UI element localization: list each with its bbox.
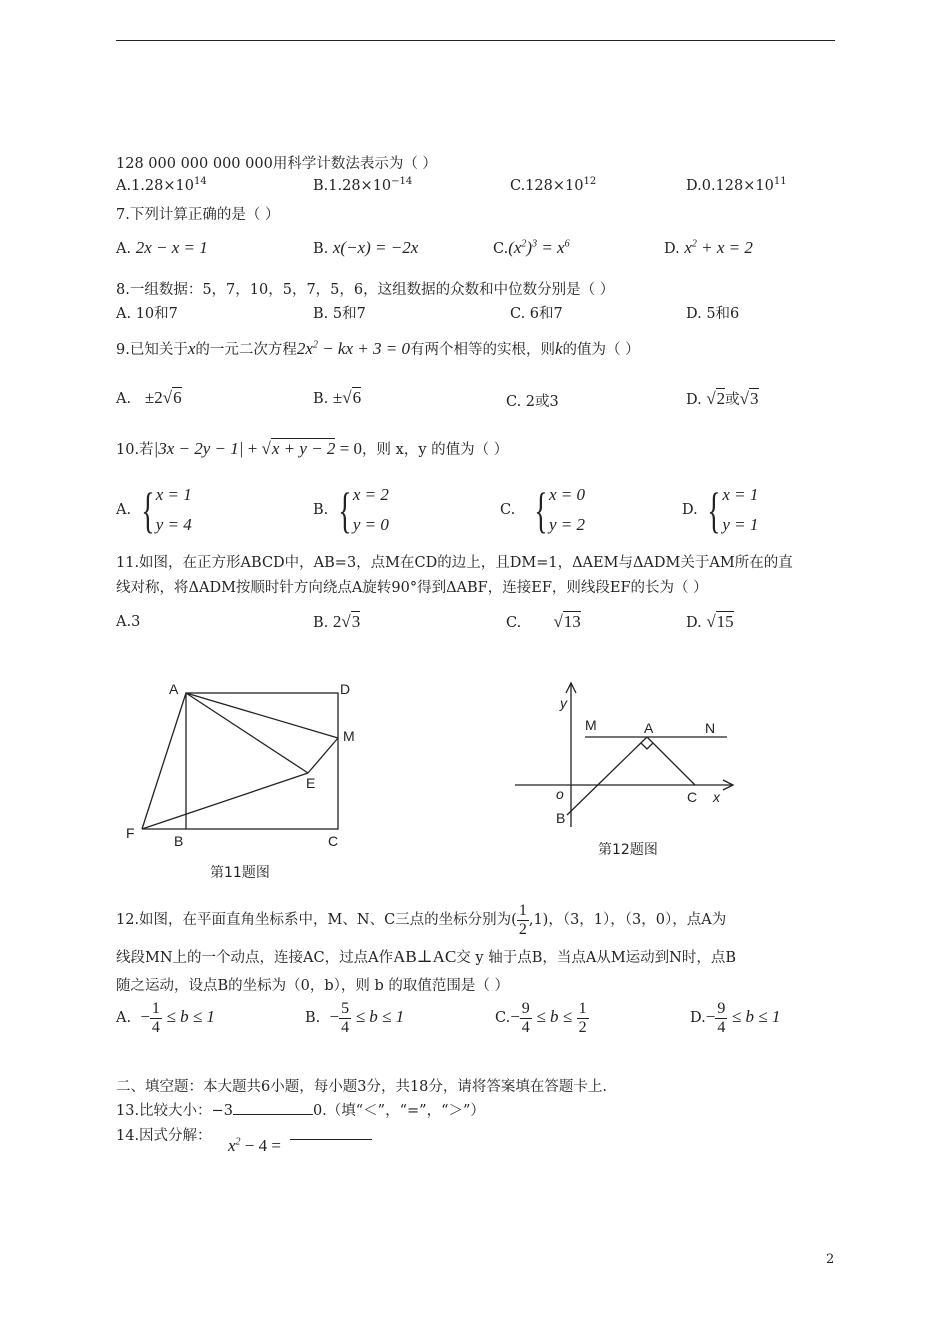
q11-c-label: C. xyxy=(506,615,522,631)
q6-option-c[interactable] xyxy=(510,176,596,194)
q9-a-label: A. xyxy=(116,391,132,407)
q7-option-b[interactable] xyxy=(313,238,418,258)
q11-d-label: D. xyxy=(686,615,702,631)
fig11-segment-EM xyxy=(308,738,338,773)
q10-b-brace: { xyxy=(338,482,352,538)
q7-c-inner-exp: 2 xyxy=(521,238,527,250)
fig12-right-angle-mark xyxy=(641,743,653,749)
q10-stem-pre: 10.若 xyxy=(116,442,154,458)
q7-option-c[interactable] xyxy=(493,238,570,258)
fig12-caption: 第12题图 xyxy=(598,842,658,858)
q11-line-1: 11.如图，在正方形ABCD中，AB=3，点M在CD的边上，且DM=1，ΔAEM与ΔADM关于AM所在的直 xyxy=(116,555,793,571)
q10-option-b[interactable] xyxy=(313,480,389,540)
q12-perpendicular-expr: AB⊥AC xyxy=(393,947,457,966)
q10-abs-expr: |3x − 2y − 1| xyxy=(153,439,244,458)
q10-b-eq2: y = 0 xyxy=(352,515,389,534)
fig11-segment-AE xyxy=(186,693,308,773)
q12-option-d[interactable] xyxy=(690,1000,780,1036)
q10-option-c[interactable] xyxy=(500,480,585,540)
q6-a-text: A.1.28×10 xyxy=(116,177,194,194)
q10-a-eq1: x = 1 xyxy=(155,485,192,504)
q12-line1-pre: 12.如图，在平面直角坐标系中，M、N、C三点的坐标分别为( xyxy=(116,912,517,929)
q12-b-den: 4 xyxy=(341,1018,350,1036)
q9-var-x: x xyxy=(187,339,196,358)
q9-a-pm: ±2 xyxy=(144,388,163,407)
q12-d-label: D. xyxy=(690,1010,706,1027)
q14-base: x xyxy=(228,1136,236,1155)
q7-option-d[interactable] xyxy=(664,238,753,258)
fig11-label-C: C xyxy=(328,833,339,849)
q10-d-eq2: y = 1 xyxy=(722,515,759,534)
q6-stem: 128 000 000 000 000用科学计数法表示为（ ） xyxy=(116,156,437,172)
q10-c-label: C. xyxy=(500,502,516,518)
q7-c-mid: ) xyxy=(526,238,533,257)
q9-option-c[interactable]: C. 2或3 xyxy=(506,394,559,410)
q10-c-brace: { xyxy=(534,482,548,538)
q9-b-radicand: 6 xyxy=(352,388,362,407)
q10-d-brace: { xyxy=(707,482,721,538)
q9-eq-exp: 2 xyxy=(312,339,318,351)
q9-stem-end: 的值为（ ） xyxy=(562,342,640,358)
q11-option-b[interactable]: B. 2√3 xyxy=(313,612,361,631)
q10-b-label: B. xyxy=(313,502,329,518)
q14-expression xyxy=(228,1136,281,1156)
q12-c-fraction-2 xyxy=(577,1000,589,1036)
q7-c-base: (x xyxy=(508,238,522,257)
q12-line2-post: 交 y 轴于点B，当点A从M运动到N时，点B xyxy=(456,950,737,966)
q7-c-result-exp: 6 xyxy=(564,238,570,250)
q8-option-a[interactable]: A. 10和7 xyxy=(116,306,178,322)
q9-stem-pre: 9.已知关于 xyxy=(116,342,188,358)
q12-c-num-2: 1 xyxy=(578,1000,587,1017)
q12-a-minus: − xyxy=(140,1007,150,1027)
fig11-square xyxy=(186,693,338,829)
q6-b-exp: −14 xyxy=(391,176,413,187)
q9-d-radicand-1: 2 xyxy=(716,389,726,408)
q8-option-c[interactable]: C. 6和7 xyxy=(510,306,563,322)
q12-d-num: 9 xyxy=(717,1000,726,1017)
q8-option-d[interactable]: D. 5和6 xyxy=(686,306,740,322)
q10-a-eq2: y = 4 xyxy=(155,515,192,534)
q12-b-num: 5 xyxy=(341,1000,350,1017)
q12-line-2 xyxy=(116,946,736,967)
q11-c-radicand: 13 xyxy=(563,612,581,631)
fig12-label-N: N xyxy=(705,720,716,736)
q12-c-num: 9 xyxy=(521,1000,530,1017)
q12-line1-post: ,1)，（3，1），（3，0），点A为 xyxy=(528,912,727,929)
q12-line-1 xyxy=(116,902,726,938)
q12-c-mid: ≤ b ≤ xyxy=(536,1007,573,1027)
fig12-label-C: C xyxy=(687,789,698,805)
q6-a-exp: 14 xyxy=(193,176,207,187)
q7-option-a[interactable] xyxy=(116,238,208,258)
q12-c-den-2: 2 xyxy=(578,1018,587,1036)
q12-option-a[interactable] xyxy=(116,1000,215,1036)
q6-c-exp: 12 xyxy=(583,176,597,187)
q10-radicand: x + y − 2 xyxy=(271,439,336,458)
header-rule xyxy=(116,40,835,41)
fig11-label-A: A xyxy=(169,681,179,697)
q12-b-label: B. xyxy=(305,1010,321,1027)
q10-stem-post: ，则 x，y 的值为（ ） xyxy=(362,442,509,458)
fig11-caption: 第11题图 xyxy=(210,865,270,881)
q12-d-rest: ≤ b ≤ 1 xyxy=(731,1007,781,1027)
q9-stem xyxy=(116,338,640,359)
q14-exp: 2 xyxy=(235,1136,241,1148)
fig11-segment-FE xyxy=(142,773,308,829)
q9-b-label: B. xyxy=(313,391,329,407)
q7-a-label: A. xyxy=(116,241,132,257)
q12-line-3: 随之运动，设点B的坐标为（0，b），则 b 的取值范围是（ ） xyxy=(116,978,510,994)
q12-a-num: 1 xyxy=(151,1000,160,1017)
q12-c-den: 4 xyxy=(521,1018,530,1036)
q6-option-b[interactable] xyxy=(313,176,412,194)
q7-a-expr: 2x − x = 1 xyxy=(135,238,208,257)
q10-option-d[interactable] xyxy=(682,480,758,540)
fig11-label-B: B xyxy=(174,833,184,849)
fig12-label-y: y xyxy=(560,695,567,711)
fig11-label-E: E xyxy=(306,775,316,791)
fig12-label-A: A xyxy=(644,720,654,736)
fig12-segment-BA xyxy=(567,737,647,815)
q12-b-minus: − xyxy=(329,1007,340,1027)
q13-answer-blank[interactable] xyxy=(233,1100,313,1115)
fig11-label-F: F xyxy=(126,825,135,841)
q11-option-c[interactable]: C. √13 xyxy=(506,612,581,631)
fig11-label-D: D xyxy=(340,681,351,697)
q9-d-radicand-2: 3 xyxy=(750,389,759,408)
q9-eq-a: 2x xyxy=(296,339,313,358)
q10-a-label: A. xyxy=(116,502,132,518)
fig11-label-M: M xyxy=(343,728,355,744)
q14-rest: − 4 = xyxy=(240,1136,281,1155)
fig11-segment-AM xyxy=(186,693,338,738)
q6-option-d[interactable] xyxy=(686,176,787,194)
q12-a-label: A. xyxy=(116,1010,132,1027)
q11-option-d[interactable]: D. √15 xyxy=(686,612,734,631)
q12-a-rest: ≤ b ≤ 1 xyxy=(166,1007,215,1027)
q13-post: 0.（填“＜”，“=”，“＞”） xyxy=(312,1103,485,1119)
q13-pre: 13.比较大小：−3 xyxy=(116,1103,233,1119)
q11-option-a[interactable]: A.3 xyxy=(116,614,141,630)
q10-d-eq1: x = 1 xyxy=(722,485,759,504)
q9-option-a[interactable]: A. ±2√6 xyxy=(116,388,182,407)
q7-d-label: D. xyxy=(664,241,680,257)
q12-c-label: C. xyxy=(495,1010,511,1027)
q10-a-brace: { xyxy=(141,482,155,538)
q14-answer-blank[interactable] xyxy=(290,1139,372,1140)
q6-d-exp: 11 xyxy=(773,176,787,187)
q12-frac-denominator: 2 xyxy=(518,920,527,938)
q8-stem: 8.一组数据：5，7，10，5，7，5，6，这组数据的众数和中位数分别是（ ） xyxy=(116,282,615,298)
q9-stem-post: 有两个相等的实根，则 xyxy=(409,342,555,358)
q10-option-a[interactable] xyxy=(116,480,192,540)
fig12-label-B: B xyxy=(556,810,566,826)
q7-d-base: x xyxy=(684,238,692,257)
page-number: 2 xyxy=(826,1252,835,1267)
q10-stem: 10.若|3x − 2y − 1| + √x + y − 2 = 0，则 x，y 的值为（ ） xyxy=(116,439,509,458)
q7-c-eq: = x xyxy=(537,238,565,257)
fig12-segment-AC xyxy=(647,737,695,785)
q10-plus: + xyxy=(243,439,262,458)
q9-d-label: D. xyxy=(686,392,702,408)
q7-b-expr: x(−x) = −2x xyxy=(332,238,419,257)
q13 xyxy=(116,1099,485,1120)
q9-a-radicand: 6 xyxy=(173,388,182,407)
q9-eq-b: − kx + 3 = 0 xyxy=(317,339,410,358)
q7-c-outer-exp: 3 xyxy=(532,238,538,250)
q12-d-fraction xyxy=(715,1000,727,1036)
q12-option-c[interactable] xyxy=(495,1000,589,1036)
q10-eq0: = 0 xyxy=(335,439,363,458)
fig11-segment-AF xyxy=(142,693,186,829)
q11-d-radicand: 15 xyxy=(716,612,734,631)
q9-option-b[interactable]: B. ±√6 xyxy=(313,388,362,407)
q12-frac-numerator: 1 xyxy=(518,902,527,919)
figure-12 xyxy=(505,675,740,840)
q12-d-minus: − xyxy=(705,1007,716,1027)
q7-d-rest: + x = 2 xyxy=(696,238,753,257)
q12-a-den: 4 xyxy=(151,1018,160,1036)
q12-b-rest: ≤ b ≤ 1 xyxy=(355,1007,405,1027)
q9-var-k: k xyxy=(554,339,563,358)
q6-c-text: C.128×10 xyxy=(510,177,584,194)
q12-a-fraction xyxy=(150,1000,162,1036)
q12-option-b[interactable] xyxy=(305,1000,404,1036)
q9-b-pm: ± xyxy=(332,388,343,407)
q9-d-or: 或 xyxy=(725,392,740,408)
fig12-label-M: M xyxy=(585,717,597,733)
q10-c-eq1: x = 0 xyxy=(549,485,586,504)
q7-c-label: C. xyxy=(493,241,509,257)
q10-b-eq1: x = 2 xyxy=(352,485,389,504)
q12-c-minus: − xyxy=(510,1007,520,1027)
q8-option-b[interactable]: B. 5和7 xyxy=(313,306,366,322)
q12-c-fraction xyxy=(520,1000,532,1036)
q12-d-den: 4 xyxy=(717,1018,726,1036)
q6-b-text: B.1.28×10 xyxy=(313,177,392,194)
figure-11 xyxy=(120,675,370,855)
q12-b-fraction xyxy=(339,1000,351,1036)
q11-b-coef: 2 xyxy=(332,612,342,631)
q9-option-d[interactable]: D. √2或√3 xyxy=(686,389,759,408)
fig12-label-o: o xyxy=(556,786,564,802)
q11-b-label: B. xyxy=(313,615,329,631)
q10-d-label: D. xyxy=(682,502,698,518)
q11-b-radicand: 3 xyxy=(351,612,361,631)
q9-stem-mid: 的一元二次方程 xyxy=(195,342,297,358)
q11-line-2: 线对称，将ΔADM按顺时针方向绕点A旋转90°得到ΔABF，连接EF，则线段EF的长为（ ） xyxy=(116,580,708,596)
section-2-heading: 二、填空题：本大题共6小题，每小题3分，共18分，请将答案填在答题卡上. xyxy=(116,1079,608,1095)
q7-stem: 7.下列计算正确的是（ ） xyxy=(116,207,280,223)
q7-b-label: B. xyxy=(313,241,329,257)
fig12-label-x: x xyxy=(713,789,720,805)
q6-option-a[interactable] xyxy=(116,176,207,194)
q12-fraction-half xyxy=(517,902,529,938)
q7-d-exp: 2 xyxy=(691,238,697,250)
q6-d-text: D.0.128×10 xyxy=(686,177,774,194)
q14-stem: 14.因式分解： xyxy=(116,1128,212,1144)
q10-c-eq2: y = 2 xyxy=(549,515,586,534)
q12-line2-pre: 线段MN上的一个动点，连接AC，过点A作 xyxy=(116,950,394,966)
